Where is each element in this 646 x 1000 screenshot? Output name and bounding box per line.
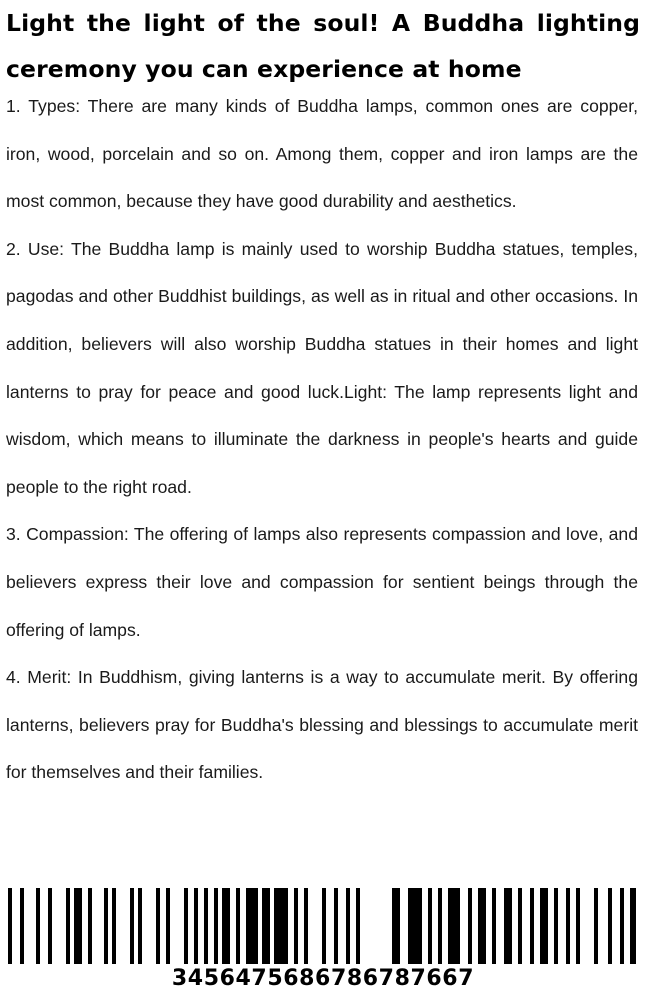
barcode-bar <box>408 888 422 964</box>
barcode-bar <box>166 888 170 964</box>
barcode-bar <box>104 888 108 964</box>
barcode-bar <box>194 888 198 964</box>
barcode-bar <box>594 888 598 964</box>
barcode-bar <box>74 888 82 964</box>
barcode-bar <box>246 888 258 964</box>
paragraph-use: 2. Use: The Buddha lamp is mainly used to worship Buddha statues, temples, pagodas and other Buddhist buildings, as well as in ritual and other occasions. In addition, believers will also worship Buddha statues in their homes and light lanterns to pray for peace and good luck.Light: The lamp represents light and wisdom, which means to illuminate the darkness in people's hearts and guide people to the right road. <box>6 238 638 497</box>
barcode-bar <box>630 888 636 964</box>
barcode-bar <box>492 888 496 964</box>
barcode-bar <box>262 888 270 964</box>
barcode-bar <box>608 888 612 964</box>
paragraph-compassion: 3. Compassion: The offering of lamps also represents compassion and love, and believers express their love and compassion for sentient beings through the offering of lamps. <box>6 524 638 640</box>
barcode-bar <box>138 888 142 964</box>
document-body <box>6 83 638 797</box>
barcode-bar <box>530 888 534 964</box>
barcode-bar <box>322 888 326 964</box>
barcode-number: 3456475686786787667 <box>171 966 475 991</box>
barcode-bar <box>236 888 240 964</box>
barcode-bar <box>478 888 486 964</box>
barcode-bar <box>156 888 160 964</box>
barcode-bar <box>214 888 218 964</box>
barcode-bar <box>540 888 548 964</box>
barcode-bar <box>204 888 208 964</box>
paragraph-types: 1. Types: There are many kinds of Buddha lamps, common ones are copper, iron, wood, porcelain and so on. Among them, copper and iron lamps are the most common, because they have good durability and aesthetics. <box>6 96 638 212</box>
barcode-bar <box>112 888 116 964</box>
barcode-bar <box>36 888 40 964</box>
barcode-bar <box>274 888 288 964</box>
barcode-bar <box>448 888 460 964</box>
barcode-bar <box>392 888 400 964</box>
barcode-bar <box>48 888 52 964</box>
barcode-bar <box>184 888 188 964</box>
barcode-bar <box>88 888 92 964</box>
barcode-bar <box>8 888 12 964</box>
barcode-bar <box>66 888 70 964</box>
barcode-bar <box>222 888 230 964</box>
barcode-image <box>8 888 638 964</box>
barcode-bar <box>346 888 350 964</box>
barcode-bar <box>20 888 24 964</box>
barcode-bar <box>356 888 360 964</box>
barcode-bar <box>576 888 580 964</box>
barcode-bar <box>304 888 308 964</box>
barcode-bar <box>620 888 624 964</box>
barcode-bar <box>334 888 338 964</box>
document-title: Light the light of the soul! A Buddha lighting ceremony you can experience at home <box>6 9 640 83</box>
barcode-bar <box>130 888 134 964</box>
barcode-bar <box>504 888 512 964</box>
barcode-bar <box>566 888 570 964</box>
barcode-bar <box>468 888 472 964</box>
barcode-bar <box>294 888 298 964</box>
barcode-bar <box>554 888 558 964</box>
barcode-bar <box>428 888 432 964</box>
paragraph-merit: 4. Merit: In Buddhism, giving lanterns is a way to accumulate merit. By offering lanterns, believers pray for Buddha's blessing and blessings to accumulate merit for themselves and their families. <box>6 667 638 783</box>
barcode-bar <box>438 888 442 964</box>
barcode-bar <box>518 888 522 964</box>
